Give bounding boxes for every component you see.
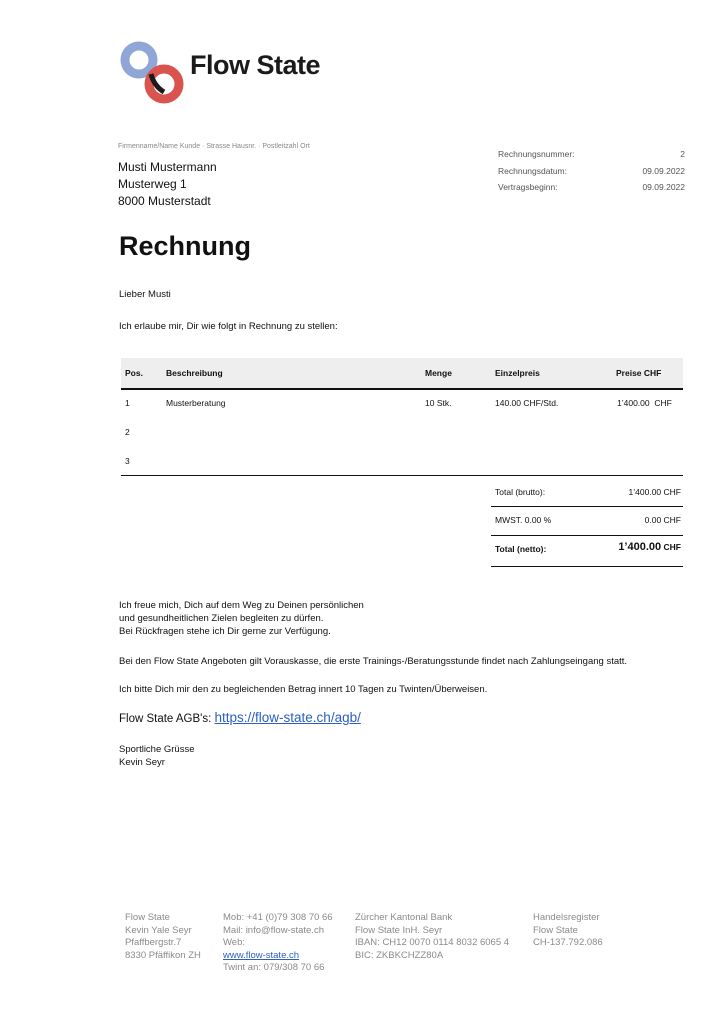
col-header-unit-price: Einzelpreis — [495, 368, 540, 378]
row-pos: 2 — [125, 427, 130, 437]
agb-label: Flow State AGB's: — [119, 713, 215, 725]
footer-register-name: Flow State — [533, 924, 578, 936]
total-net-amount: 1’400.00 — [618, 541, 662, 553]
prepayment-note: Bei den Flow State Angeboten gilt Vorauskasse, die erste Trainings-/Beratungsstunde findet nach Zahlungseingang statt. — [119, 656, 628, 667]
recipient-city: 8000 Musterstadt — [118, 194, 211, 208]
row-description: Musterberatung — [166, 398, 226, 408]
footer-city: 8330 Pfäffikon ZH — [125, 949, 201, 961]
footer-contact-column — [223, 912, 333, 975]
footer-company-column — [125, 912, 201, 962]
invoice-date-value: 09.09.2022 — [642, 166, 685, 176]
totals-divider — [491, 506, 683, 507]
total-net-label: Total (netto): — [495, 544, 547, 554]
logo-wordmark: Flow State — [190, 50, 321, 80]
table-row — [121, 456, 683, 470]
row-pos: 1 — [125, 398, 130, 408]
footer-bank-column — [355, 912, 509, 962]
footer-register-column — [533, 912, 603, 950]
closing-line-3: Bei Rückfragen stehe ich Dir gerne zur Verfügung. — [119, 626, 331, 637]
invoice-number-value: 2 — [680, 149, 685, 159]
col-header-quantity: Menge — [425, 368, 452, 378]
total-gross-value: 1’400.00 CHF — [628, 487, 681, 497]
footer-mail: Mail: info@flow-state.ch — [223, 924, 324, 936]
table-bottom-rule — [121, 475, 683, 476]
invoice-date-label: Rechnungsdatum: — [498, 166, 567, 176]
footer-web-label: Web: — [223, 937, 246, 949]
total-net-currency: CHF — [663, 542, 681, 552]
recipient-street: Musterweg 1 — [118, 177, 187, 191]
table-row — [121, 398, 683, 412]
footer-register-number: CH-137.792.086 — [533, 937, 603, 949]
closing-line-2: und gesundheitlichen Zielen begleiten zu dürfen. — [119, 613, 324, 624]
vat-value: 0.00 CHF — [644, 515, 681, 525]
table-row — [121, 427, 683, 441]
row-unit-price: 140.00 CHF/Std. — [495, 398, 559, 408]
row-quantity: 10 Stk. — [425, 398, 452, 408]
agb-link[interactable]: https://flow-state.ch/agb/ — [214, 710, 361, 725]
col-header-description: Beschreibung — [166, 368, 223, 378]
footer-register-label: Handelsregister — [533, 912, 600, 923]
footer-company-name: Flow State — [125, 912, 170, 923]
footer-bank-name: Zürcher Kantonal Bank — [355, 912, 453, 923]
row-price: 1’400.00 CHF — [617, 398, 672, 408]
closing-line-1: Ich freue mich, Dich auf dem Weg zu Deinen persönlichen — [119, 600, 364, 611]
signature: Kevin Seyr — [119, 757, 165, 768]
footer-bic: BIC: ZKBKCHZZ80A — [355, 949, 444, 961]
totals-divider — [491, 535, 683, 536]
footer-iban: IBAN: CH12 0070 0114 8032 6065 4 — [355, 937, 510, 949]
contract-start-value: 09.09.2022 — [642, 182, 685, 192]
col-header-pos: Pos. — [125, 368, 143, 378]
vat-label: MWST. 0.00 % — [495, 515, 552, 525]
greeting: Lieber Musti — [119, 289, 171, 300]
footer-web — [223, 937, 333, 962]
page-title: Rechnung — [119, 231, 251, 261]
footer-twint: Twint an: 079/308 70 66 — [223, 962, 325, 974]
intro-text: Ich erlaube mir, Dir wie folgt in Rechnung zu stellen: — [119, 321, 338, 332]
totals-divider — [491, 566, 683, 567]
contract-start-label: Vertragsbeginn: — [498, 182, 558, 192]
table-header — [121, 358, 683, 390]
logo-blue-ring — [125, 46, 153, 74]
payment-note: Ich bitte Dich mir den zu begleichenden Betrag innert 10 Tagen zu Twinten/Überweisen. — [119, 684, 488, 695]
footer-mobile: Mob: +41 (0)79 308 70 66 — [223, 912, 333, 923]
footer-web-link[interactable]: www.flow-state.ch — [223, 949, 300, 961]
agb-line — [119, 710, 361, 725]
footer-owner: Kevin Yale Seyr — [125, 924, 192, 936]
footer-street: Pfaffbergstr.7 — [125, 937, 182, 949]
total-net-value — [618, 541, 681, 553]
sender-line: Firmenname/Name Kunde · Strasse Hausnr. · Postleitzahl Ort — [118, 143, 310, 150]
signoff: Sportliche Grüsse — [119, 744, 195, 755]
recipient-name: Musti Mustermann — [118, 160, 217, 174]
row-pos: 3 — [125, 456, 130, 466]
invoice-number-label: Rechnungsnummer: — [498, 149, 575, 159]
footer-account-holder: Flow State InH. Seyr — [355, 924, 443, 936]
col-header-price: Preise CHF — [616, 368, 662, 378]
total-gross-label: Total (brutto): — [495, 487, 546, 497]
